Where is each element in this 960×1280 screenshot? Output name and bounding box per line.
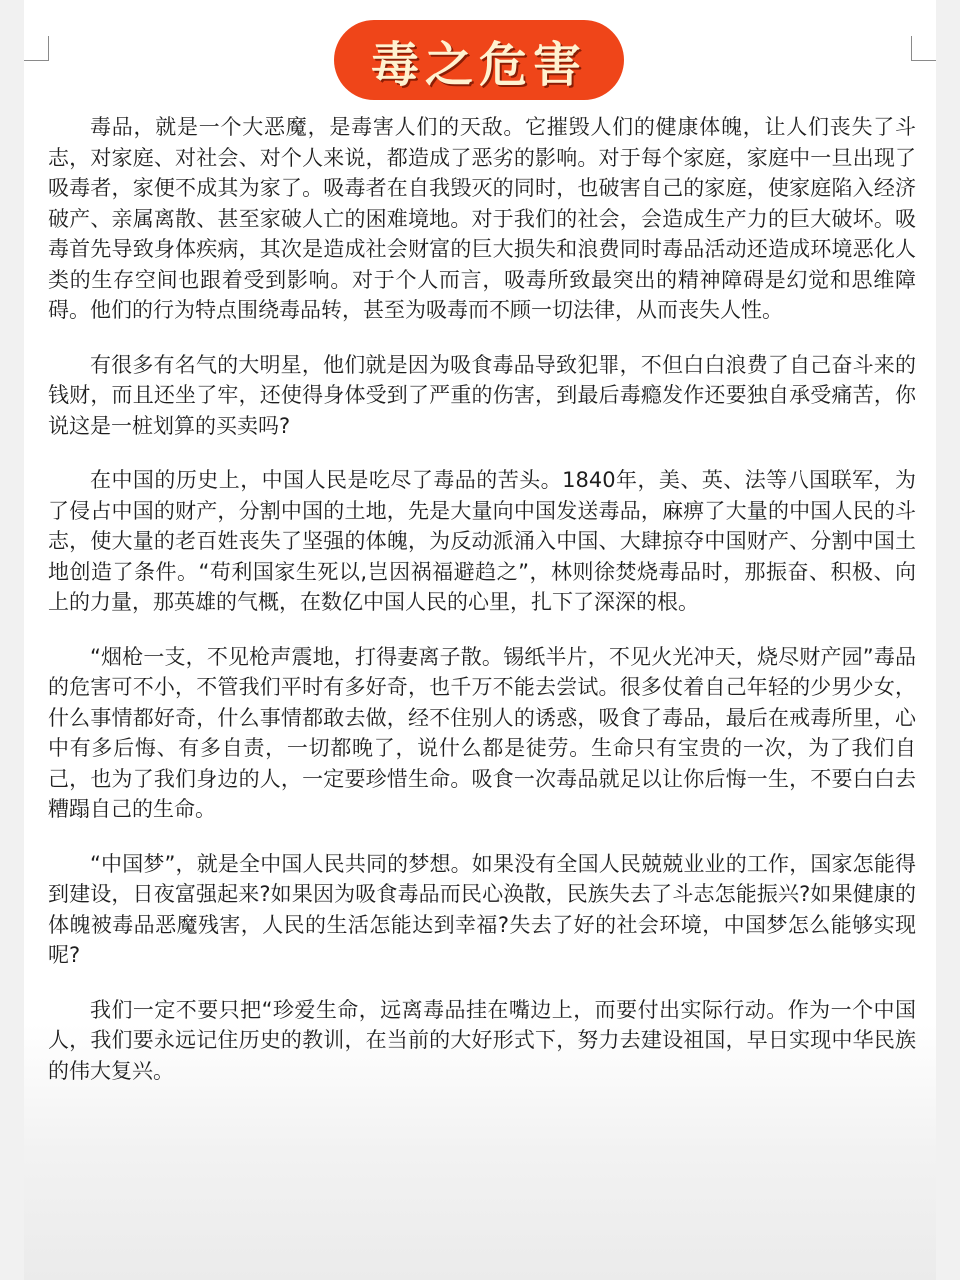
paragraph-1: 毒品，就是一个大恶魔，是毒害人们的天敌。它摧毁人们的健康体魄，让人们丧失了斗志，对家庭、对社会、对个人来说，都造成了恶劣的影响。对于每个家庭，家庭中一旦出现了吸毒者，家便不成其为家了。吸毒者在自我毁灭的同时，也破害自己的家庭，使家庭陷入经济破产、亲属离散、甚至家破人亡的困难境地。对于我们的社会，会造成生产力的巨大破坏。吸毒首先导致身体疾病，其次是造成社会财富的巨大损失和浪费同时毒品活动还造成环境恶化人类的生存空间也跟着受到影响。对于个人而言，吸毒所致最突出的精神障碍是幻觉和思维障碍。他们的行为特点围绕毒品转，甚至为吸毒而不顾一切法律，从而丧失人性。	[48, 115, 916, 322]
title-badge	[334, 20, 624, 100]
article-body	[48, 112, 916, 1110]
crop-mark-top-right	[911, 36, 936, 61]
paragraph-2: 有很多有名气的大明星，他们就是因为吸食毒品导致犯罪，不但白白浪费了自己奋斗来的钱财，而且还坐了牢，还使得身体受到了严重的伤害，到最后毒瘾发作还要独自承受痛苦，你说这是一桩划算的买卖吗?	[48, 352, 916, 438]
paragraph-5: “中国梦”，就是全中国人民共同的梦想。如果没有全国人民兢兢业业的工作，国家怎能得到建设，日夜富强起来?如果因为吸食毒品而民心涣散，民族失去了斗志怎能振兴?如果健康的体魄被毒品恶魔残害，人民的生活怎能达到幸福?失去了好的社会环境，中国梦怎么能够实现呢?	[48, 851, 916, 967]
document-page	[24, 0, 936, 1280]
paragraph-6: 我们一定不要只把“珍爱生命，远离毒品挂在嘴边上，而要付出实际行动。作为一个中国人，我们要永远记住历史的教训，在当前的大好形式下，努力去建设祖国，早日实现中华民族的伟大复兴。	[48, 997, 916, 1083]
paragraph-4: “烟枪一支，不见枪声震地，打得妻离子散。锡纸半片，不见火光冲天，烧尽财产园”毒品的危害可不小，不管我们平时有多好奇，也千万不能去尝试。很多仗着自己年轻的少男少女，什么事情都好奇，什么事情都敢去做，经不住别人的诱惑，吸食了毒品，最后在戒毒所里，心中有多后悔、有多自责，一切都晚了，说什么都是徒劳。生命只有宝贵的一次，为了我们自己，也为了我们身边的人，一定要珍惜生命。吸食一次毒品就足以让你后悔一生，不要白白去糟蹋自己的生命。	[48, 644, 916, 821]
paragraph-3: 在中国的历史上，中国人民是吃尽了毒品的苦头。1840年，美、英、法等八国联军，为了侵占中国的财产，分割中国的土地，先是大量向中国发送毒品，麻痹了大量的中国人民的斗志，使大量的老百姓丧失了坚强的体魄，为反动派涌入中国、大肆掠夺中国财产、分割中国土地创造了条件。“苟利国家生死以,岂因祸福避趋之”，林则徐焚烧毒品时，那振奋、积极、向上的力量，那英雄的气概，在数亿中国人民的心里，扎下了深深的根。	[48, 468, 916, 614]
page-title: 毒之危害	[370, 36, 587, 93]
crop-mark-top-left	[24, 36, 49, 61]
